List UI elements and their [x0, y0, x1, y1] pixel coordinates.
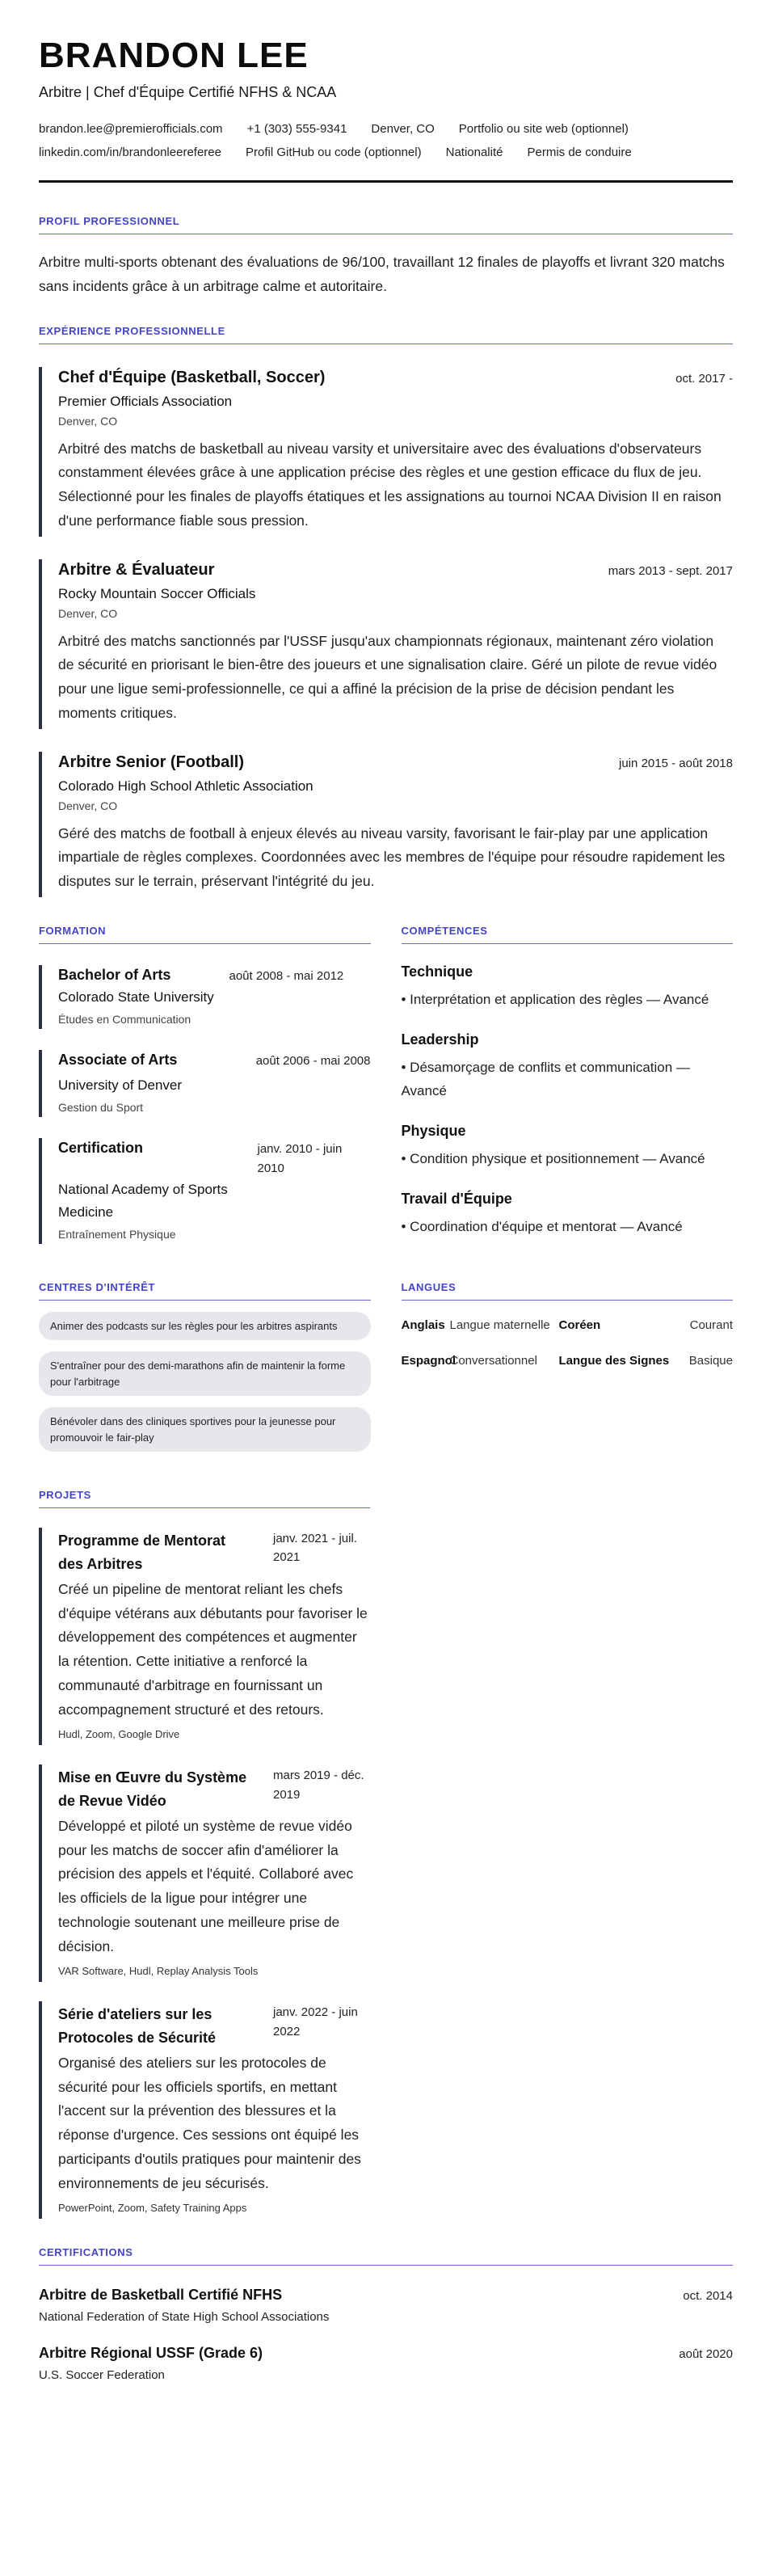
project-name: Programme de Mentorat des Arbitres — [58, 1533, 226, 1572]
resume-header — [39, 37, 733, 183]
school: National Academy of Sports Medicine — [58, 1182, 228, 1220]
contact-github[interactable]: Profil GitHub ou code (optionnel) — [245, 145, 422, 160]
language-level: Conversationnel — [449, 1354, 537, 1368]
project-description: Créé un pipeline de mentorat reliant les chefs d'équipe vétérans aux débutants pour favoriser le développement des compétences et augmenter la rétention. Cette initiative a renforcé la communauté d'arbitrage en fournissant un accompagnement structuré et des retours. — [58, 1580, 368, 1718]
job-description: Géré des matchs de football à enjeux élevés au niveau varsity, favorisant le fair-play par une application impartiale de règles complexes. Coordonnées avec les membres de l'équipe pour résoudre rapidement les disputes sur le terrain, préservant l'intégrité du jeu. — [58, 824, 726, 890]
languages-section — [402, 1281, 734, 1452]
skills-section — [402, 925, 734, 1244]
language-level: Langue maternelle — [449, 1318, 550, 1332]
language-level: Basique — [688, 1354, 733, 1368]
interest-chip: S'entraîner pour des demi-marathons afin de maintenir la forme pour l'arbitrage — [39, 1351, 371, 1396]
education-item — [39, 1050, 371, 1117]
field-of-study: Gestion du Sport — [58, 1101, 144, 1115]
project-tools: VAR Software, Hudl, Replay Analysis Tools — [58, 1965, 259, 1978]
interests-languages-row — [39, 1281, 733, 1452]
contact-nationality: Nationalité — [445, 145, 503, 160]
certifications-section — [39, 2246, 733, 2382]
skill-item: • Désamorçage de conflits et communication — Avancé — [401, 1059, 690, 1098]
summary-section — [39, 215, 733, 299]
job-dates: mars 2013 - sept. 2017 — [608, 563, 733, 578]
project-item — [39, 1528, 370, 1745]
experience-item — [39, 559, 733, 729]
section-title: FORMATION — [39, 925, 371, 944]
contact-license: Permis de conduire — [527, 145, 632, 160]
project-tools: PowerPoint, Zoom, Safety Training Apps — [58, 2202, 247, 2215]
job-organization: Rocky Mountain Soccer Officials — [58, 585, 256, 601]
degree: Bachelor of Arts — [58, 966, 171, 983]
certification-issuer: U.S. Soccer Federation — [39, 2368, 165, 2383]
project-description: Organisé des ateliers sur les protocoles de sécurité pour les officiels sportifs, en mettant l'accent sur la prévention des blessures et la réponse d'urgence. Ces sessions ont équipé les participants d'outils pratiques pour maintenir des environnements de jeu sécurisés. — [58, 2054, 361, 2191]
certification-name: Arbitre Régional USSF (Grade 6) — [39, 2345, 263, 2362]
language-name: Coréen — [558, 1318, 601, 1332]
job-organization: Colorado High School Athletic Association — [58, 778, 313, 794]
education-dates: janv. 2010 - juin 2010 — [257, 1142, 343, 1176]
job-organization: Premier Officials Association — [58, 393, 233, 409]
education-skills-row — [39, 925, 733, 1244]
project-name: Série d'ateliers sur les Protocoles de Sécurité — [58, 2006, 217, 2047]
section-title: CERTIFICATIONS — [39, 2246, 733, 2266]
project-description: Développé et piloté un système de revue vidéo pour les matchs de soccer afin d'améliorer la précision des appels et l'équité. Collaboré avec les officiels de la ligue pour intégrer une technologie soutenant une meilleure prise de décision. — [58, 1817, 354, 1954]
school: University of Denver — [58, 1077, 183, 1094]
field-of-study: Entraînement Physique — [58, 1227, 176, 1241]
job-location: Denver, CO — [58, 799, 118, 812]
contact-linkedin[interactable]: linkedin.com/in/brandonleereferee — [39, 145, 221, 160]
project-name: Mise en Œuvre du Système de Revue Vidéo — [58, 1769, 247, 1810]
project-item — [39, 2001, 370, 2219]
job-location: Denver, CO — [58, 606, 118, 620]
skill-item: • Coordination d'équipe et mentorat — Avancé — [401, 1218, 683, 1234]
contact-list — [39, 122, 733, 159]
education-dates: août 2006 - mai 2008 — [255, 1054, 371, 1069]
certification-date: août 2020 — [679, 2347, 733, 2362]
project-dates: janv. 2022 - juin 2022 — [273, 2005, 358, 2038]
project-dates: janv. 2021 - juil. 2021 — [273, 1532, 357, 1565]
certification-item — [39, 2345, 733, 2382]
skill-group — [402, 1123, 734, 1171]
interest-list — [39, 1312, 371, 1452]
section-title: COMPÉTENCES — [402, 925, 734, 944]
education-item — [39, 965, 371, 1029]
candidate-headline: Arbitre | Chef d'Équipe Certifié NFHS & NCAA — [39, 84, 337, 101]
job-title: Chef d'Équipe (Basketball, Soccer) — [58, 368, 326, 386]
experience-item — [39, 752, 733, 897]
summary-text: Arbitre multi-sports obtenant des évaluations de 96/100, travaillant 12 finales de playoffs et livrant 320 matchs sans incidents grâce à un arbitrage calme et autoritaire. — [39, 254, 725, 294]
degree: Associate of Arts — [58, 1052, 178, 1069]
education-dates: août 2008 - mai 2012 — [229, 968, 344, 983]
header-divider — [39, 180, 733, 183]
language-level: Courant — [689, 1318, 733, 1332]
school: Colorado State University — [58, 989, 214, 1005]
skill-group — [402, 1031, 734, 1103]
language-name: Espagnol — [401, 1354, 457, 1368]
skill-category: Technique — [401, 963, 473, 980]
job-dates: oct. 2017 - — [675, 371, 733, 386]
skill-item: • Interprétation et application des règles — Avancé — [401, 991, 709, 1007]
section-title: PROJETS — [39, 1489, 370, 1508]
section-title: PROFIL PROFESSIONNEL — [39, 215, 733, 234]
language-table — [402, 1317, 734, 1371]
project-tools: Hudl, Zoom, Google Drive — [58, 1728, 180, 1741]
contact-portfolio[interactable]: Portfolio ou site web (optionnel) — [458, 122, 629, 137]
interests-section — [39, 1281, 371, 1452]
section-title: LANGUES — [402, 1281, 734, 1301]
certification-date: oct. 2014 — [683, 2289, 733, 2304]
contact-location: Denver, CO — [371, 122, 435, 137]
certification-name: Arbitre de Basketball Certifié NFHS — [39, 2287, 283, 2304]
job-location: Denver, CO — [58, 414, 118, 428]
job-dates: juin 2015 - août 2018 — [619, 756, 733, 770]
skill-category: Leadership — [401, 1031, 479, 1048]
job-title: Arbitre & Évaluateur — [58, 560, 215, 579]
job-title: Arbitre Senior (Football) — [58, 753, 244, 771]
language-name: Anglais — [401, 1318, 445, 1332]
project-dates: mars 2019 - déc. 2019 — [273, 1769, 364, 1802]
degree: Certification — [58, 1140, 144, 1157]
job-description: Arbitré des matchs de basketball au niveau varsity et universitaire avec des évaluations d'observateurs constamment élevées grâce à une application précise des règles et une gestion efficace du flux de jeu. Sélectionné pour les finales de playoffs étatiques et les assignations au tournoi NCAA Division II en raison d'une performance fiable sous pression. — [58, 440, 722, 529]
certification-item — [39, 2287, 733, 2324]
section-title: CENTRES D'INTÉRÊT — [39, 1281, 371, 1301]
candidate-name: BRANDON LEE — [39, 36, 309, 75]
interest-chip: Animer des podcasts sur les règles pour les arbitres aspirants — [39, 1312, 371, 1341]
skill-group — [402, 963, 734, 1012]
section-title: EXPÉRIENCE PROFESSIONNELLE — [39, 325, 733, 344]
skill-item: • Condition physique et positionnement — Avancé — [401, 1150, 705, 1166]
skill-category: Travail d'Équipe — [401, 1190, 512, 1207]
experience-section — [39, 325, 733, 897]
projects-section — [39, 1489, 370, 2219]
contact-email[interactable]: brandon.lee@premierofficials.com — [39, 122, 223, 137]
field-of-study: Études en Communication — [58, 1013, 191, 1027]
skill-group — [402, 1191, 734, 1239]
interest-chip: Bénévoler dans des cliniques sportives pour la jeunesse pour promouvoir le fair-play — [39, 1407, 371, 1452]
contact-phone[interactable]: +1 (303) 555-9341 — [246, 122, 347, 137]
job-description: Arbitré des matchs sanctionnés par l'USSF jusqu'aux championnats régionaux, maintenant zéro violation de sécurité en priorisant le bien-être des joueurs et une signalisation claire. Géré un pilote de revue vidéo pour une ligue semi-professionnelle, ce qui a affiné la précision de la prise de décision pendant les moments critiques. — [58, 632, 717, 721]
education-item — [39, 1138, 371, 1243]
language-name: Langue des Signes — [558, 1354, 670, 1368]
project-item — [39, 1764, 370, 1982]
skill-category: Physique — [401, 1122, 466, 1139]
experience-item — [39, 367, 733, 537]
certification-issuer: National Federation of State High School Associations — [39, 2310, 330, 2325]
education-section — [39, 925, 371, 1244]
